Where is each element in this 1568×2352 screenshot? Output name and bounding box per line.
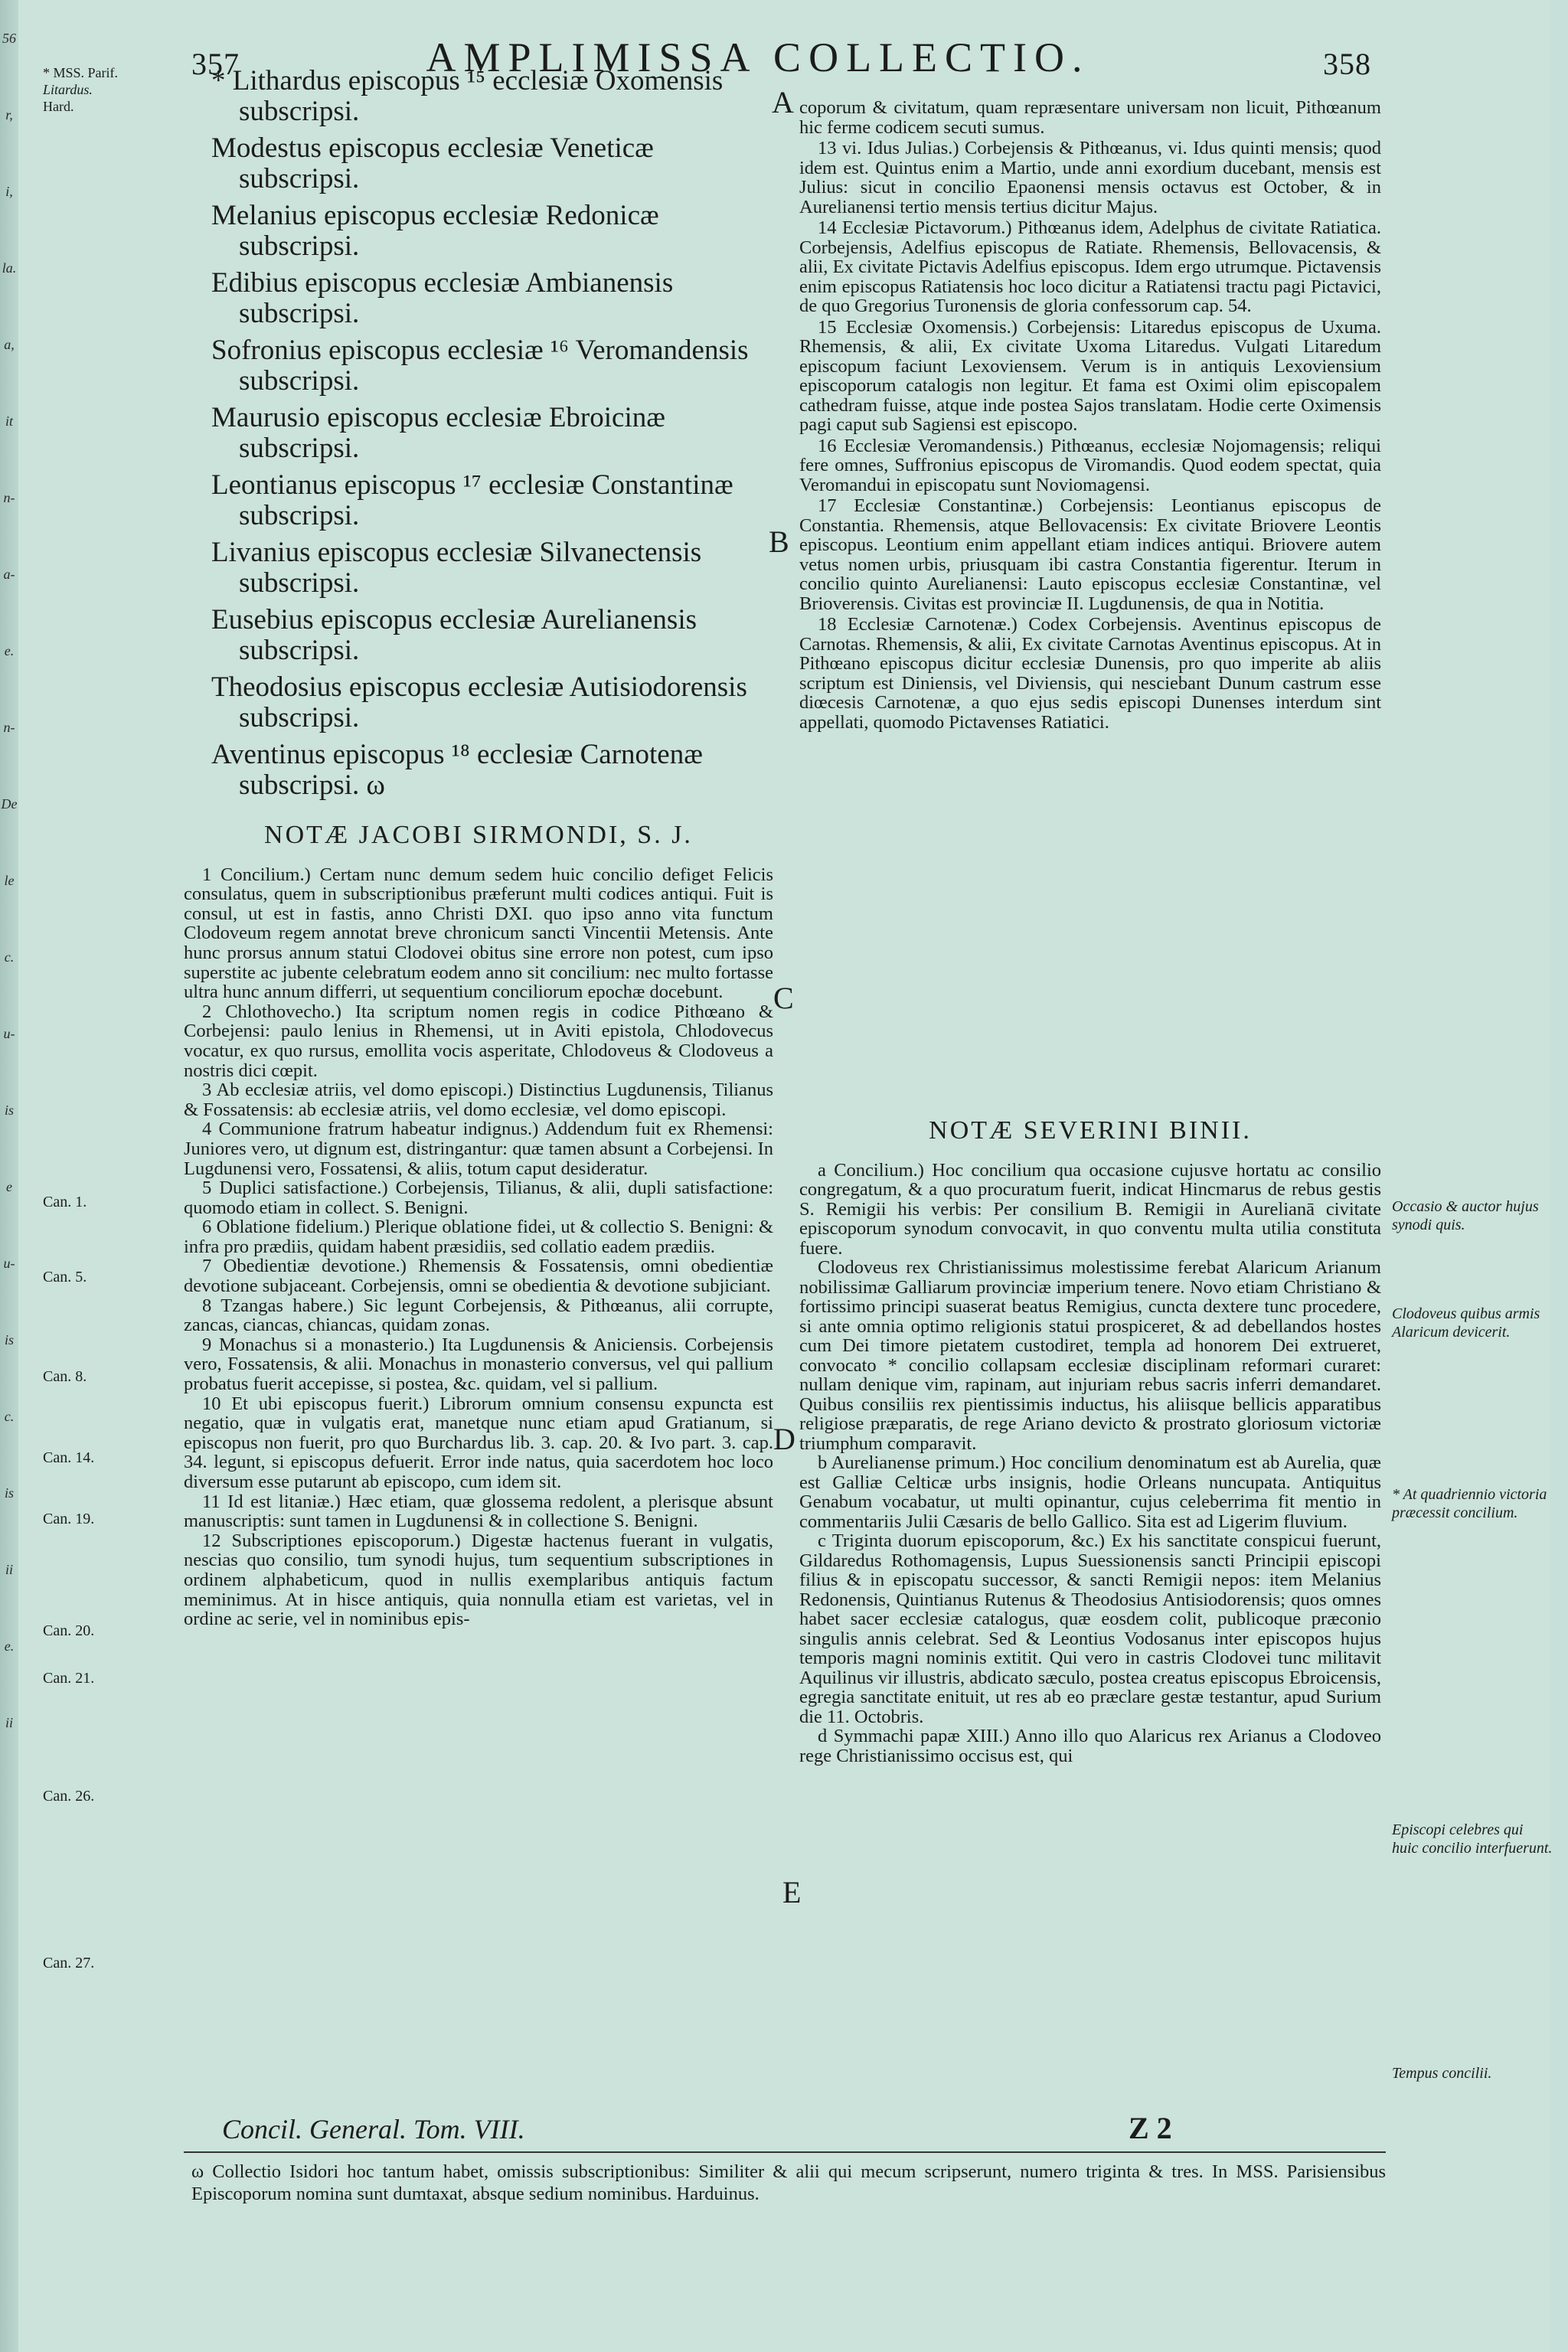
note-paragraph: 15 Ecclesiæ Oxomensis.) Corbejensis: Litaredus episcopus de Uxuma. Rhemensis, & alii, Ex civitate Uxoma Litaredus. Vulgati Litaredum episcopum faciunt Lexoviensem. Verum is in antiquis Lexoviensium episcoporum catalogis non legitur. Et fama est Oximi olim episcopalem cathedram fuisse, atque inde postea Sajos translatam. Hodie certe Oximensis pagi caput sub Sagiensi est episcopo. bbox=[799, 316, 1381, 435]
edge-fragment: la. bbox=[2, 260, 17, 276]
margin-note: Tempus concilii. bbox=[1392, 2065, 1492, 2082]
signature-mark: Z 2 bbox=[1129, 2111, 1172, 2145]
margin-note: * At quadriennio victoria præcessit concilium. bbox=[1392, 1486, 1547, 1521]
subscriptions-column bbox=[211, 66, 778, 801]
note-paragraph: 16 Ecclesiæ Veromandensis.) Pithœanus, ecclesiæ Nojomagensis; reliqui fere omnes, Suffronius episcopus de Viromandis. Quod eodem spectat, quia Veromandui in episcopatu sunt Noviomagensi. bbox=[799, 435, 1381, 495]
note-paragraph: Clodoveus rex Christianissimus molestissime ferebat Alaricum Arianum nobilissimæ Galliarum provinciæ imperium tenere. Novo etiam Christiano & fortissimo principi suaserat beatus Remigius, cuncta dextere tunc procedere, si ante omnia optimo religionis statui prospiceret, & ad debellandos hostes cum Dei timore pietatem custodiret, templa ad honorem Dei extrueret, convocato * concilio collapsam ecclesiæ disciplinam reformari curaret: nullam denique vim, rapinam, aut injuriam rebus sacris inferri demandaret. Quibus consiliis rex pientissimis inductus, his aliisque bellicis apparatibus religiose præparatis, de rege Ariano devicto & prostrato gloriosum victoriæ triumphum comparavit. bbox=[799, 1257, 1381, 1454]
margin-canon: Can. 21. bbox=[43, 1670, 95, 1687]
edge-fragment: is bbox=[4, 1332, 14, 1348]
subscription-line: Theodosius episcopus ecclesiæ Autisiodorensis subscripsi. bbox=[211, 671, 747, 733]
note-paragraph: 7 Obedientiæ devotione.) Rhemensis & Fossatensis, omni obedientiæ devotione subjaceant. Corbejensis, omni se obedientia & devotione subjiciant. bbox=[184, 1256, 773, 1297]
notes-sirmondi bbox=[184, 821, 773, 1630]
edge-fragment: it bbox=[5, 413, 13, 429]
edge-fragment: is bbox=[4, 1485, 14, 1501]
note-paragraph: 1 Concilium.) Certam nunc demum sedem huic concilio defiget Felicis consulatus, quem in subscriptionibus præferunt multi codices antiqui. Fuit is consul, ut est in fastis, anno Christi DXI. quo ipso anno vita functum Clodoveum regem annotat breve chronicum sancti Vincentii Metensis. Ante hunc prorsus annum statui Clodovei obitus sine errore non potest, cum ipso superstite ac jubente celebratum eodem anno sit concilium: nec multo fortasse ultra hunc annum differri, ut sequentium conciliorum epochæ docebunt. bbox=[184, 864, 773, 1003]
notes-binii bbox=[799, 1116, 1381, 1766]
note-paragraph: 6 Oblatione fidelium.) Plerique oblatione fidei, ut & collectio S. Benigni: & infra pro prædiis, quidam habent præsidiis, sed collatio eadem prædiis. bbox=[184, 1217, 773, 1257]
note-paragraph: 10 Et ubi episcopus fuerit.) Librorum omnium consensu expuncta est negatio, quæ in vulgatis erat, manetque nunc etiam apud Gratianum, si episcopus non fuerit, pro quo Burchardus lib. 3. cap. 20. & Ivo part. 3. cap. 34. legunt, si episcopus defuerit. Error inde natus, quia sacerdotem hoc loco diversum esse putarunt ab episcopo, cum idem sit. bbox=[184, 1393, 773, 1492]
note-paragraph: c Triginta duorum episcoporum, &c.) Ex his sanctitate conspicui fuerunt, Gildaredus Rothomagensis, Lupus Suessionensis sancti Principii episcopi filius & in episcopatu successor, & sancti Remigii nepos: item Melanius Redonensis, Quintianus Rutenus & Theodosius Antisiodorensis; quos omnes habet sacer ecclesiæ catalogus, quæ eosdem colit, publicoque præconio singulis annis celebrat. Sed & Leontius Vodosanus inter episcopos hujus temporis magni nominis extitit. Qui vero in castris Clodovei tunc militavit Aquilinus vir illustris, abdicato sæculo, postea creatus episcopus Ebroicensis, egregia sanctitate enituit, ut res ab eo præclare gestæ testantur, apud Surium die 11. Octobris. bbox=[799, 1530, 1381, 1727]
edge-fragment: e. bbox=[4, 1638, 15, 1654]
margin-note-line: Litardus. bbox=[43, 82, 93, 97]
running-title: AMPLIMISSA COLLECTIO. bbox=[426, 34, 1090, 80]
volume-title: Concil. General. Tom. VIII. bbox=[222, 2114, 525, 2145]
edge-fragment: u- bbox=[3, 1026, 15, 1041]
note-paragraph: 12 Subscriptiones episcoporum.) Digestæ hactenus fuerant in vulgatis, nescias quo consilio, tum synodi hujus, tum sequentium subscriptiones in ordinem alphabeticum, quod in nullis exemplaribus antiquis factum meminimus. At in hisce antiquis, quia nonnulla etiam est varietas, vel in ordine ac serie, vel in nominibus epis- bbox=[184, 1530, 773, 1630]
margin-note-mss bbox=[43, 64, 135, 115]
subscription-line: Edibius episcopus ecclesiæ Ambianensis subscripsi. bbox=[211, 267, 674, 329]
margin-note: Occasio & auctor hujus synodi quis. bbox=[1392, 1198, 1539, 1233]
margin-note-line: * MSS. Parif. bbox=[43, 65, 119, 80]
edge-fragment: le bbox=[4, 873, 15, 888]
subscription-line: Leontianus episcopus ¹⁷ ecclesiæ Constantinæ subscripsi. bbox=[211, 469, 733, 531]
notes-continuation-column bbox=[799, 98, 1381, 733]
note-paragraph: 2 Chlothovecho.) Ita scriptum nomen regis in codice Pithœano & Corbejensi: paulo lenius in Rhemensi, ut in Aviti epistola, Chlodovecus vocatur, ex quo rursus, emollita vocis asperitate, Chlodoveus & Clodoveus a nostris dici cœpit. bbox=[184, 1001, 773, 1081]
section-letter: C bbox=[773, 981, 794, 1015]
section-letter: A bbox=[772, 85, 794, 119]
subscription-line: Aventinus episcopus ¹⁸ ecclesiæ Carnotenæ subscripsi. ω bbox=[211, 739, 703, 801]
note-paragraph: 3 Ab ecclesiæ atriis, vel domo episcopi.) Distinctius Lugdunensis, Tilianus & Fossatensis: ab ecclesiæ atriis, vel domo ecclesiæ, vel domo episcopi. bbox=[184, 1080, 773, 1120]
section-letter: B bbox=[769, 524, 789, 559]
margin-canon: Can. 26. bbox=[43, 1788, 95, 1805]
edge-fragment: ii bbox=[5, 1715, 13, 1730]
margin-canon: Can. 19. bbox=[43, 1511, 95, 1527]
note-paragraph: d Symmachi papæ XIII.) Anno illo quo Alaricus rex Arianus a Clodoveo rege Christianissimo occisus est, qui bbox=[799, 1726, 1381, 1766]
margin-canon: Can. 20. bbox=[43, 1622, 95, 1639]
edge-fragment: 56 bbox=[2, 31, 16, 46]
note-paragraph: 18 Ecclesiæ Carnotenæ.) Codex Corbejensis. Aventinus episcopus de Carnotas. Rhemensis, & alii, Ex civitate Carnotas Aventinus episcopus. At in Pithœano episcopus dicitur ecclesiæ Dunensis, pro quo imperite ab aliis scriptum est Diniensis, vel Diviensis, qui nesciebant Dunum castrum esse diœcesis Carnotenæ, a quo ejus sedis episcopi Dunenses interdum sint appellati, quomodo Pictavenses Ratiatici. bbox=[799, 614, 1381, 733]
note-paragraph: 11 Id est litaniæ.) Hæc etiam, quæ glossema redolent, a plerisque absunt manuscriptis: sunt tamen in Lugdunensi & in collectione S. Benigni. bbox=[184, 1491, 773, 1532]
page-number-right: 358 bbox=[1323, 47, 1371, 81]
note-paragraph: coporum & civitatum, quam repræsentare universam non licuit, Pithœanum hic ferme codicem secuti sumus. bbox=[799, 97, 1381, 138]
margin-note: Clodoveus quibus armis Alaricum devicerit. bbox=[1392, 1305, 1540, 1341]
note-paragraph: 17 Ecclesiæ Constantinæ.) Corbejensis: Leontianus episcopus de Constantia. Rhemensis, atque Bellovacensis: Ex civitate Briovere Leontis episcopus. Leontium enim appellant etiam indices antiqui. Briovere autem vetus nomen urbis, priusquam ibi castra Constantia figerentur. Iterum in concilio quinto Aurelianensi: Lauto episcopus ecclesiæ Constantinæ, vel Brioverensis. Civitas est provinciæ II. Lugdunensis, de qua in Notitia. bbox=[799, 495, 1381, 614]
edge-fragment: r, bbox=[5, 107, 13, 122]
page-number-left: 357 bbox=[191, 47, 240, 81]
note-paragraph: 9 Monachus si a monasterio.) Ita Lugdunensis & Aniciensis. Corbejensis vero, Fossatensis, & alii. Monachus in monasterio conversus, vel qui pallium probatus fuerit accepisse, si postea, &c. quidam, vel si pallium. bbox=[184, 1334, 773, 1395]
edge-fragment: e. bbox=[4, 643, 15, 658]
footnote: ω Collectio Isidori hoc tantum habet, omissis subscriptionibus: Similiter & alii qui mecum scripserunt, numero triginta & tres. In MSS. Parisiensibus Episcoporum nomina sunt dumtaxat, absque sedium nominibus. Harduinus. bbox=[191, 2161, 1386, 2204]
subscription-line: Eusebius episcopus ecclesiæ Aurelianensis subscripsi. bbox=[211, 604, 697, 666]
edge-fragment: u- bbox=[3, 1256, 15, 1271]
edge-fragment: i, bbox=[5, 184, 13, 199]
page-gutter-edge bbox=[0, 0, 18, 2352]
note-paragraph: 13 vi. Idus Julias.) Corbejensis & Pithœanus, vi. Idus quinti mensis; quod idem est. Quintus enim a Martio, unde anni exordium ducebant, mensis est Julius: sicut in concilio Epaonensi mensis octavus est October, & in Aurelianensi tertio mensis tertius dicitur Majus. bbox=[799, 138, 1381, 217]
edge-fragment: n- bbox=[3, 720, 15, 735]
note-paragraph: a Concilium.) Hoc concilium qua occasione cujusve hortatu ac consilio congregatum, & a quo procuratum fuerit, indicat Hincmarus de rebus gestis S. Remigii his verbis: Per consilium B. Remigii in Aurelianā civitate episcoporum synodum convocavit, in quo conventu multa utilia constituta fuere. bbox=[799, 1159, 1381, 1259]
edge-fragment: a- bbox=[3, 567, 15, 582]
note-paragraph: 14 Ecclesiæ Pictavorum.) Pithœanus idem, Adelphus de civitate Ratiatica. Corbejensis, Adelfius episcopus de Ratiate. Rhemensis, Bellovacensis, & alii, Ex civitate Pictavis Adelfius episcopus. Idem ergo utrumque. Pictavensis enim episcopus Ratiatensis hoc loco dicitur a Ratiatensi tractu pagi Pictavici, de quo Gregorius Turonensis de gloria confessorum cap. 54. bbox=[799, 217, 1381, 316]
edge-fragment: n- bbox=[3, 490, 15, 505]
margin-canon: Can. 1. bbox=[43, 1194, 87, 1210]
subscription-line: Modestus episcopus ecclesiæ Veneticæ subscripsi. bbox=[211, 132, 654, 194]
note-paragraph: 4 Communione fratrum habeatur indignus.) Addendum fuit ex Rhemensi: Juniores vero, ut dignum est, distringantur: quæ tamen absunt a Corbejensi. In Lugdunensi vero, Fossatensi, & aliis, totum caput desideratur. bbox=[184, 1119, 773, 1179]
section-letter: E bbox=[782, 1875, 802, 1909]
section-letter: D bbox=[773, 1422, 795, 1456]
footnote-rule bbox=[184, 2151, 1386, 2153]
section-title: NOTÆ SEVERINI BINII. bbox=[929, 1116, 1252, 1145]
margin-canon: Can. 14. bbox=[43, 1449, 95, 1466]
note-paragraph: b Aurelianense primum.) Hoc concilium denominatum est ab Aurelia, quæ est Galliæ Celticæ urbs insignis, hodie Orleans nuncupata. Antiquitus Genabum vocabatur, ut multi opinantur, cujus celeberrima fit mentio in commentariis Julii Cæsaris de bello Gallico. Sita est ad Ligerim fluvium. bbox=[799, 1452, 1381, 1532]
edge-fragment: ii bbox=[5, 1562, 13, 1577]
subscription-line: Maurusio episcopus ecclesiæ Ebroicinæ subscripsi. bbox=[211, 402, 665, 464]
edge-fragment: e bbox=[6, 1179, 12, 1194]
subscription-line: Sofronius episcopus ecclesiæ ¹⁶ Veromandensis subscripsi. bbox=[211, 335, 749, 397]
section-title: NOTÆ JACOBI SIRMONDI, S. J. bbox=[264, 821, 693, 849]
margin-canon: Can. 5. bbox=[43, 1269, 87, 1285]
edge-fragment: a, bbox=[4, 337, 15, 352]
edge-fragment: is bbox=[4, 1102, 14, 1118]
note-paragraph: 8 Tzangas habere.) Sic legunt Corbejensis, & Pithœanus, alii corrupte, zancas, ciancas, chiancas, quidam zonas. bbox=[184, 1295, 773, 1336]
subscription-line: Livanius episcopus ecclesiæ Silvanectensis subscripsi. bbox=[211, 537, 702, 599]
edge-fragment: De bbox=[1, 796, 18, 812]
edge-fragment: c. bbox=[4, 949, 15, 965]
margin-note-line: Hard. bbox=[43, 99, 74, 114]
edge-fragment: c. bbox=[4, 1409, 15, 1424]
note-paragraph: 5 Duplici satisfactione.) Corbejensis, Tilianus, & alii, dupli satisfactione: quomodo etiam in collect. S. Benigni. bbox=[184, 1178, 773, 1218]
margin-canon: Can. 27. bbox=[43, 1955, 95, 1971]
margin-note: Episcopi celebres qui huic concilio interfuerunt. bbox=[1392, 1821, 1553, 1857]
subscription-line: Melanius episcopus ecclesiæ Redonicæ subscripsi. bbox=[211, 200, 659, 262]
subscription-line: * Lithardus episcopus ¹⁵ ecclesiæ Oxomensis subscripsi. bbox=[211, 65, 724, 127]
margin-canon: Can. 8. bbox=[43, 1368, 87, 1385]
edge-fragments bbox=[0, 0, 18, 1761]
